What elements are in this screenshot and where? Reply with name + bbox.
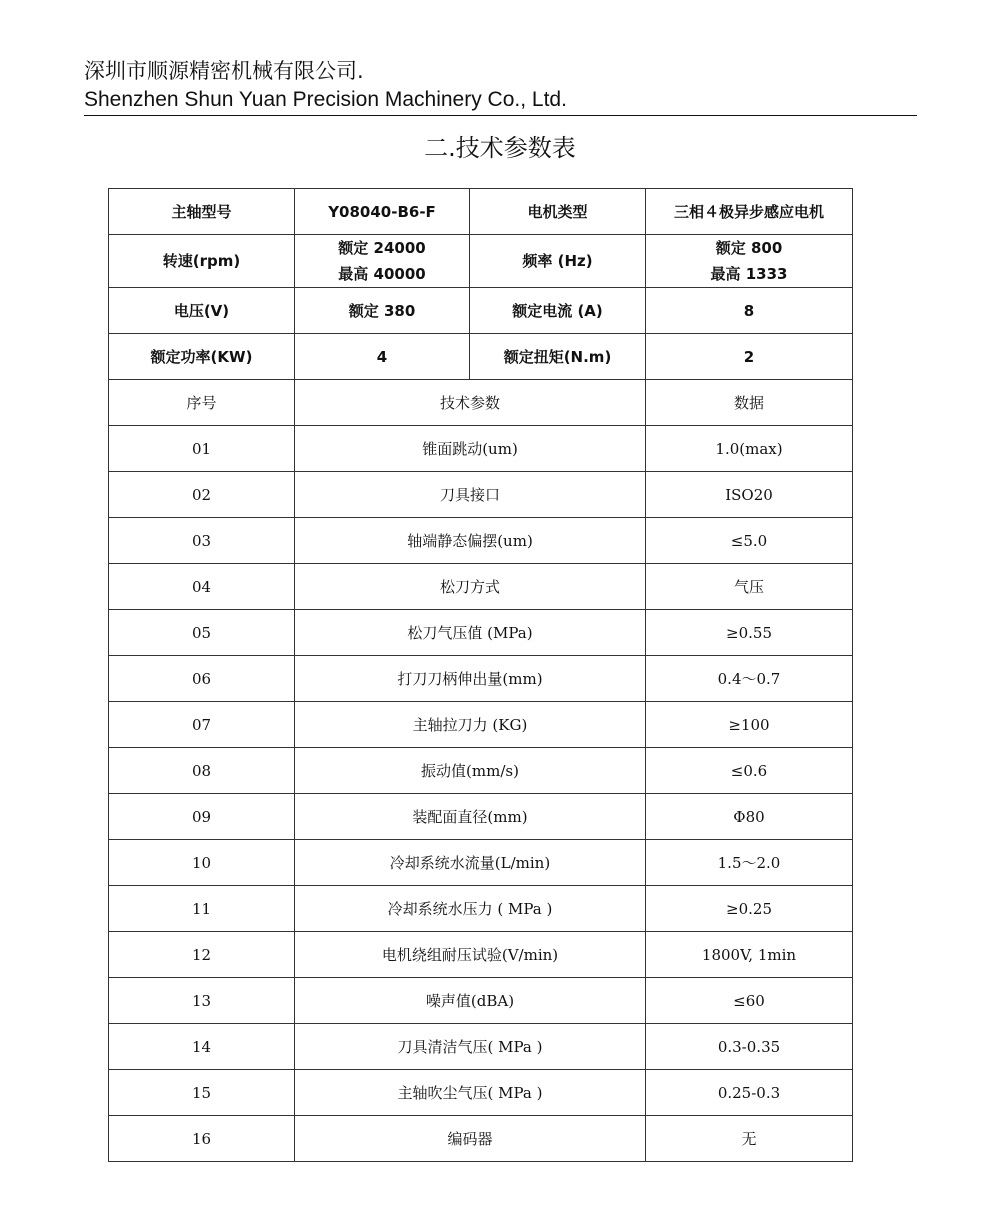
spec-value-power: 4	[295, 334, 470, 380]
row-no: 13	[109, 978, 295, 1024]
spec-label-speed: 转速(rpm)	[109, 235, 295, 288]
table-row	[109, 1116, 853, 1162]
row-param: 主轴吹尘气压( MPa )	[295, 1070, 646, 1116]
row-no: 16	[109, 1116, 295, 1162]
header-divider	[84, 115, 917, 116]
spec-value-motor-type: 三相４极异步感应电机	[646, 189, 853, 235]
spec-value-speed-max: 最高 40000	[338, 265, 426, 283]
table-row	[109, 840, 853, 886]
row-value: ≥0.55	[646, 610, 853, 656]
row-value: ≤5.0	[646, 518, 853, 564]
row-value: ≥0.25	[646, 886, 853, 932]
spec-label-voltage: 电压(V)	[109, 288, 295, 334]
row-value: 0.25-0.3	[646, 1070, 853, 1116]
table-row	[109, 1070, 853, 1116]
table-row	[109, 564, 853, 610]
row-value: 1.5～2.0	[646, 840, 853, 886]
row-param: 刀具接口	[295, 472, 646, 518]
row-value: ISO20	[646, 472, 853, 518]
row-value: 0.4～0.7	[646, 656, 853, 702]
row-param: 电机绕组耐压试验(V/min)	[295, 932, 646, 978]
row-value: Φ80	[646, 794, 853, 840]
table-row	[109, 610, 853, 656]
row-no: 10	[109, 840, 295, 886]
spec-value-spindle-model: Y08040-B6-F	[295, 189, 470, 235]
row-param: 编码器	[295, 1116, 646, 1162]
row-no: 01	[109, 426, 295, 472]
row-no: 03	[109, 518, 295, 564]
row-no: 14	[109, 1024, 295, 1070]
spec-label-torque: 额定扭矩(N.m)	[470, 334, 646, 380]
table-row	[109, 978, 853, 1024]
table-row	[109, 1024, 853, 1070]
spec-label-current: 额定电流 (A)	[470, 288, 646, 334]
row-no: 07	[109, 702, 295, 748]
row-no: 11	[109, 886, 295, 932]
row-value: 1.0(max)	[646, 426, 853, 472]
row-param: 主轴拉刀力 (KG)	[295, 702, 646, 748]
row-value: 无	[646, 1116, 853, 1162]
row-value: ≤0.6	[646, 748, 853, 794]
row-value: 0.3-0.35	[646, 1024, 853, 1070]
row-param: 轴端静态偏摆(um)	[295, 518, 646, 564]
spec-value-current: 8	[646, 288, 853, 334]
row-param: 噪声值(dBA)	[295, 978, 646, 1024]
spec-value-torque: 2	[646, 334, 853, 380]
spec-row-speed	[109, 235, 853, 288]
spec-label-power: 额定功率(KW)	[109, 334, 295, 380]
row-param: 冷却系统水流量(L/min)	[295, 840, 646, 886]
row-no: 08	[109, 748, 295, 794]
company-header	[84, 56, 917, 114]
row-param: 锥面跳动(um)	[295, 426, 646, 472]
param-rows	[109, 426, 853, 1162]
spec-value-speed	[295, 235, 470, 288]
column-header-no: 序号	[109, 380, 295, 426]
row-param: 装配面直径(mm)	[295, 794, 646, 840]
table-row	[109, 656, 853, 702]
spec-row-voltage	[109, 288, 853, 334]
document-title: 二.技术参数表	[424, 134, 576, 162]
table-row	[109, 748, 853, 794]
param-column-header-row	[109, 380, 853, 426]
spec-row-power	[109, 334, 853, 380]
row-no: 02	[109, 472, 295, 518]
row-no: 06	[109, 656, 295, 702]
row-param: 松刀方式	[295, 564, 646, 610]
spec-value-frequency	[646, 235, 853, 288]
table-row	[109, 426, 853, 472]
row-param: 冷却系统水压力 ( MPa )	[295, 886, 646, 932]
row-value: ≥100	[646, 702, 853, 748]
table-row	[109, 518, 853, 564]
column-header-param: 技术参数	[295, 380, 646, 426]
spec-label-spindle-model: 主轴型号	[109, 189, 295, 235]
spec-value-voltage: 额定 380	[295, 288, 470, 334]
spec-value-frequency-max: 最高 1333	[710, 265, 788, 283]
row-no: 05	[109, 610, 295, 656]
row-param: 刀具清洁气压( MPa )	[295, 1024, 646, 1070]
column-header-value: 数据	[646, 380, 853, 426]
row-param: 打刀刀柄伸出量(mm)	[295, 656, 646, 702]
spec-label-frequency: 频率 (Hz)	[470, 235, 646, 288]
table-row	[109, 886, 853, 932]
row-no: 09	[109, 794, 295, 840]
row-value: 1800V, 1min	[646, 932, 853, 978]
row-no: 12	[109, 932, 295, 978]
spec-value-speed-rated: 额定 24000	[338, 239, 426, 257]
company-name-cn: 深圳市顺源精密机械有限公司.	[84, 59, 364, 83]
spec-value-frequency-rated: 额定 800	[715, 239, 783, 257]
spec-label-motor-type: 电机类型	[470, 189, 646, 235]
table-row	[109, 794, 853, 840]
row-param: 松刀气压值 (MPa)	[295, 610, 646, 656]
spec-table	[108, 188, 853, 1162]
row-no: 15	[109, 1070, 295, 1116]
row-param: 振动值(mm/s)	[295, 748, 646, 794]
spec-row-model	[109, 189, 853, 235]
table-row	[109, 932, 853, 978]
row-value: ≤60	[646, 978, 853, 1024]
table-row	[109, 472, 853, 518]
table-row	[109, 702, 853, 748]
company-name-en: Shenzhen Shun Yuan Precision Machinery Co., Ltd.	[84, 88, 567, 111]
row-no: 04	[109, 564, 295, 610]
row-value: 气压	[646, 564, 853, 610]
